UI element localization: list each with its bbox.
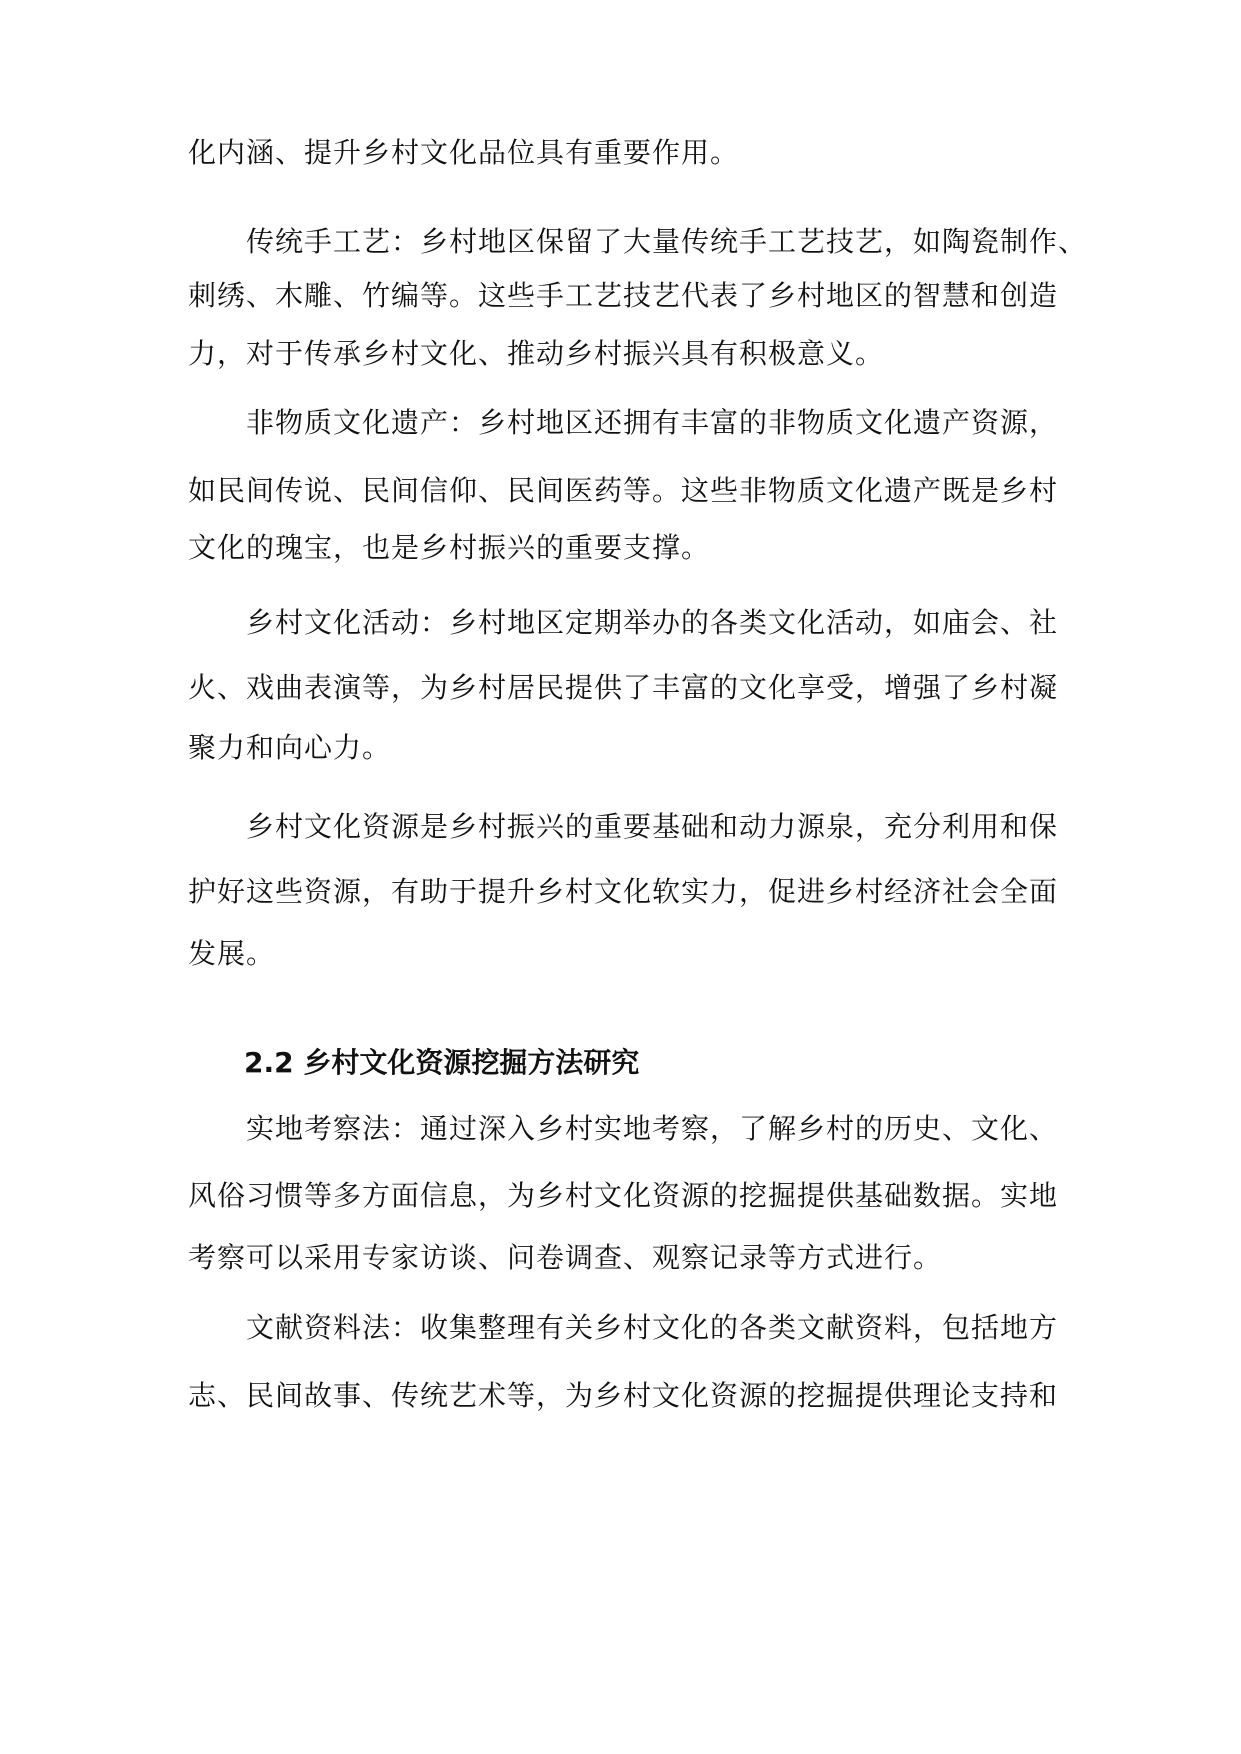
paragraph-activities-line-3: 聚力和向心力。 <box>188 731 392 764</box>
paragraph-activities-line-2: 火、戏曲表演等，为乡村居民提供了丰富的文化享受，增强了乡村凝 <box>188 671 1059 704</box>
paragraph-summary-line-3: 发展。 <box>188 937 276 970</box>
paragraph-fieldwork-line-3: 考察可以采用专家访谈、问卷调查、观察记录等方式进行。 <box>188 1241 943 1274</box>
paragraph-summary-line-2: 护好这些资源，有助于提升乡村文化软实力，促进乡村经济社会全面 <box>188 875 1059 908</box>
paragraph-heritage-line-2: 如民间传说、民间信仰、民间医药等。这些非物质文化遗产既是乡村 <box>188 474 1059 507</box>
paragraph-activities-line-1: 乡村文化活动：乡村地区定期举办的各类文化活动，如庙会、社 <box>246 606 1059 639</box>
paragraph-summary-line-1: 乡村文化资源是乡村振兴的重要基础和动力源泉，充分利用和保 <box>246 810 1059 843</box>
paragraph-literature-line-2: 志、民间故事、传统艺术等，为乡村文化资源的挖掘提供理论支持和 <box>188 1379 1059 1412</box>
paragraph-literature-line-1: 文献资料法：收集整理有关乡村文化的各类文献资料，包括地方 <box>246 1311 1059 1344</box>
paragraph-heritage-line-3: 文化的瑰宝，也是乡村振兴的重要支撑。 <box>188 531 711 564</box>
paragraph-crafts-line-3: 力，对于传承乡村文化、推动乡村振兴具有积极意义。 <box>188 337 885 370</box>
paragraph-continuation-line: 化内涵、提升乡村文化品位具有重要作用。 <box>188 136 740 169</box>
paragraph-crafts-line-2: 刺绣、木雕、竹编等。这些手工艺技艺代表了乡村地区的智慧和创造 <box>188 279 1059 312</box>
paragraph-heritage-line-1: 非物质文化遗产：乡村地区还拥有丰富的非物质文化遗产资源， <box>246 406 1059 439</box>
paragraph-fieldwork-line-2: 风俗习惯等多方面信息，为乡村文化资源的挖掘提供基础数据。实地 <box>188 1179 1059 1212</box>
paragraph-fieldwork-line-1: 实地考察法：通过深入乡村实地考察，了解乡村的历史、文化、 <box>246 1112 1059 1145</box>
paragraph-crafts-line-1: 传统手工艺：乡村地区保留了大量传统手工艺技艺，如陶瓷制作、 <box>246 225 1088 258</box>
section-heading: 2.2 乡村文化资源挖掘方法研究 <box>244 1046 640 1079</box>
